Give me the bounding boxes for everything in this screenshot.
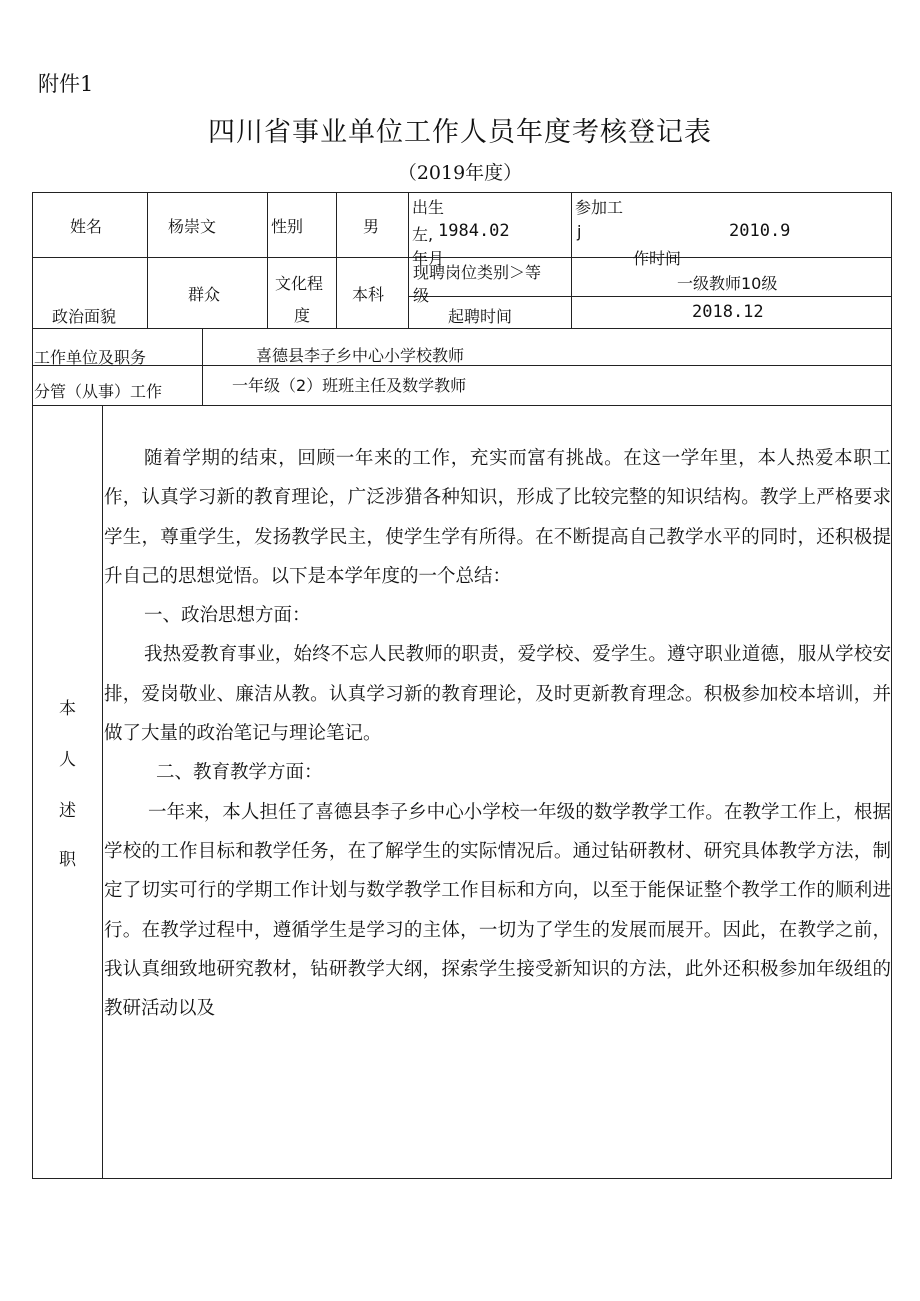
birth-prefix: 左, xyxy=(412,225,434,244)
post-category-label-2: 级 xyxy=(413,286,430,305)
name-label: 姓名 xyxy=(70,217,103,236)
statement-label-char: 述 xyxy=(59,801,76,821)
work-start-prefix: j xyxy=(577,222,582,241)
form-year: （2019年度） xyxy=(397,162,523,184)
education-label: 文化程 xyxy=(275,274,324,293)
unit-value: 喜德县李子乡中心小学校教师 xyxy=(256,346,465,365)
name-value: 杨崇文 xyxy=(168,217,217,236)
gender-label: 性别 xyxy=(271,217,304,236)
education-value: 本科 xyxy=(352,285,385,304)
statement-paragraph: 随着学期的结束，回顾一年来的工作，充实而富有挑战。在这一学年里，本人热爱本职工作，认真学习新的教育理论，广泛涉猎各种知识，形成了比较完整的知识结构。教学上严格要求学生，尊重学生，发扬教学民主，使学生学有所得。在不断提高自己教学水平的同时，还积极提升自己的思想觉悟。以下是本学年度的一个总结： xyxy=(104,448,891,587)
statement-paragraph: 我热爱教育事业，始终不忘人民教师的职责，爱学校、爱学生。遵守职业道德，服从学校安排，爱岗敬业、廉洁从教。认真学习新的教育理论，及时更新教育理念。积极参加校本培训，并做了大量的政治笔记与理论笔记。 xyxy=(104,644,891,745)
birth-label: 出生 xyxy=(412,198,445,217)
post-category-label: 现聘岗位类别＞等 xyxy=(413,263,542,282)
hire-time-label: 起聘时间 xyxy=(448,307,513,326)
work-start-label-2: 作时间 xyxy=(633,249,682,268)
political-label: 政治面貌 xyxy=(52,307,117,326)
post-category-cell xyxy=(410,258,570,305)
birth-cell xyxy=(410,193,570,268)
statement-label-char: 人 xyxy=(59,750,76,770)
education-label-2: 度 xyxy=(294,306,311,325)
statement-body xyxy=(104,418,891,1028)
hire-time-value: 2018.12 xyxy=(692,302,764,322)
statement-label-char: 职 xyxy=(59,850,76,870)
duty-label: 分管（从事）工作 xyxy=(34,382,163,401)
section-heading: 二、教育教学方面： xyxy=(156,762,323,784)
section-heading: 一、政治思想方面： xyxy=(144,605,311,627)
work-start-cell xyxy=(573,193,890,268)
statement-paragraph: 一年来，本人担任了喜德县李子乡中心小学校一年级的数学教学工作。在教学工作上，根据学校的工作目标和教学任务，在了解学生的实际情况后。通过钻研教材、研究具体教学方法，制定了切实可行的学期工作计划与数学教学工作目标和方向，以至于能保证整个教学工作的顺利进行。在教学过程中，遵循学生是学习的主体，一切为了学生的发展而展开。因此，在教学之前，我认真细致地研究教材，钻研教学大纲，探索学生接受新知识的方法，此外还积极参加年级组的教研活动以及 xyxy=(104,801,891,1020)
form-title: 四川省事业单位工作人员年度考核登记表 xyxy=(208,117,712,148)
birth-value: 1984.02 xyxy=(438,221,510,241)
work-start-value: 2010.9 xyxy=(729,221,791,241)
political-value: 群众 xyxy=(188,285,221,304)
duty-value: 一年级（2）班班主任及数学教师 xyxy=(232,376,467,395)
birth-label-2: 年月 xyxy=(412,249,445,268)
attachment-label: 附件1 xyxy=(38,72,94,96)
unit-label: 工作单位及职务 xyxy=(34,348,147,367)
work-start-label: 参加工 xyxy=(575,198,624,217)
gender-value: 男 xyxy=(363,217,380,236)
statement-label-char: 本 xyxy=(59,699,76,719)
post-category-value: 一级教师10级 xyxy=(677,274,778,293)
